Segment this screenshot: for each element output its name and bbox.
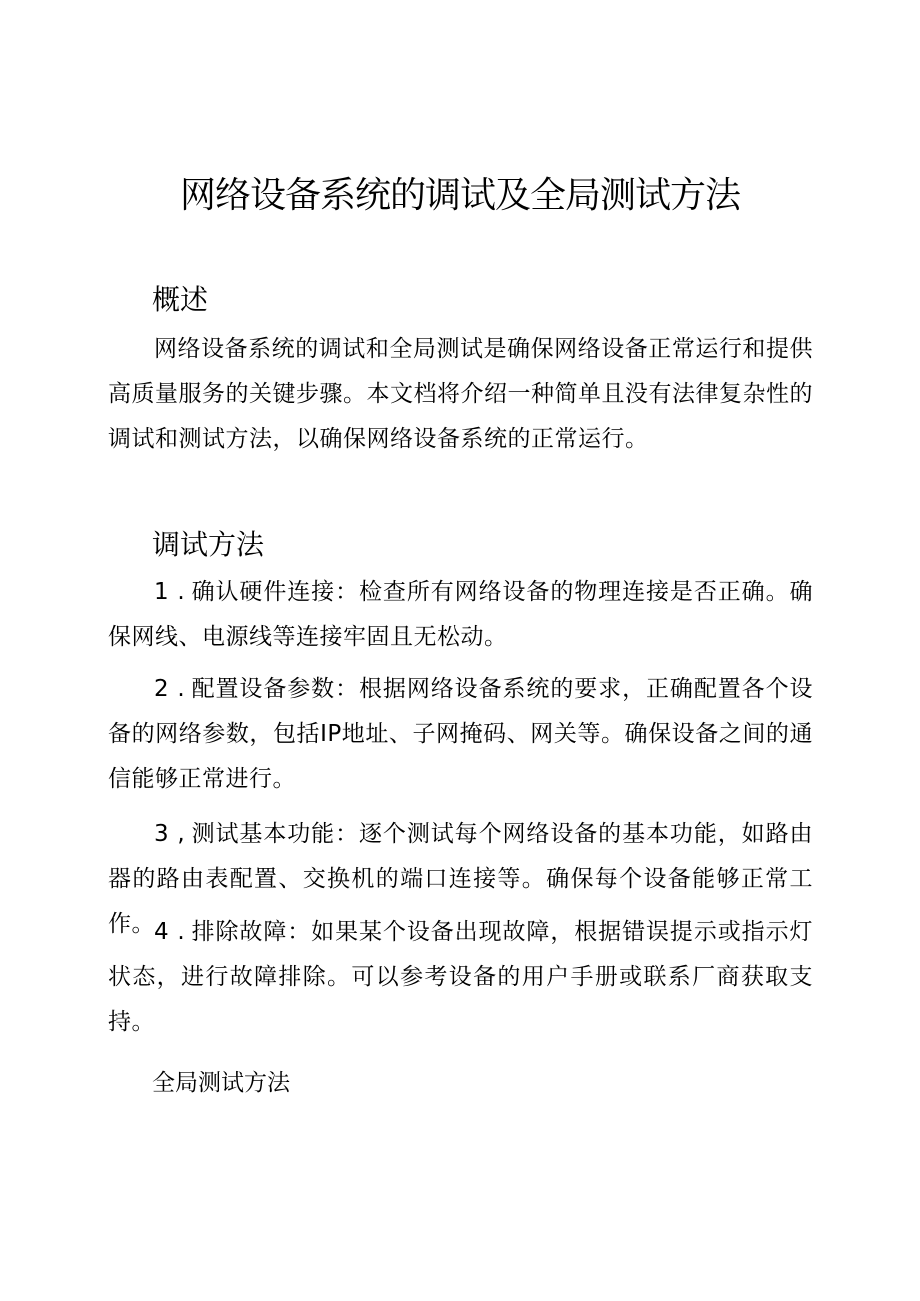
debug-item-number: 4 . <box>154 919 186 945</box>
debug-item-text: 确认硬件连接：检查所有网络设备的物理连接是否正确。确保网线、电源线等连接牢固且无松动。 <box>108 579 813 650</box>
debug-item-number: 1 . <box>154 579 186 605</box>
section-heading-debug: 调试方法 <box>152 528 265 561</box>
debug-item-text: 配置设备参数：根据网络设备系统的要求，正确配置各个设备的网络参数，包括IP地址、子网掩码、网关等。确保设备之间的通信能够正常进行。 <box>108 676 813 792</box>
document-title: 网络设备系统的调试及全局测试方法 <box>179 175 740 216</box>
debug-item-2 <box>108 667 813 802</box>
section-heading-overview: 概述 <box>152 283 209 316</box>
section-heading-global-test: 全局测试方法 <box>152 1070 290 1096</box>
debug-item-number: 3 , <box>154 821 186 847</box>
debug-item-text: 排除故障：如果某个设备出现故障，根据错误提示或指示灯状态，进行故障排除。可以参考设备的用户手册或联系厂商获取支持。 <box>108 919 813 1035</box>
debug-item-4 <box>108 910 813 1045</box>
debug-item-1 <box>108 570 813 660</box>
debug-item-text: 测试基本功能：逐个测试每个网络设备的基本功能，如路由器的路由表配置、交换机的端口连接等。确保每个设备能够正常工作。 <box>108 821 813 937</box>
overview-paragraph: 网络设备系统的调试和全局测试是确保网络设备正常运行和提供高质量服务的关键步骤。本文档将介绍一种简单且没有法律复杂性的调试和测试方法，以确保网络设备系统的正常运行。 <box>108 336 813 452</box>
debug-item-number: 2 . <box>154 676 186 702</box>
